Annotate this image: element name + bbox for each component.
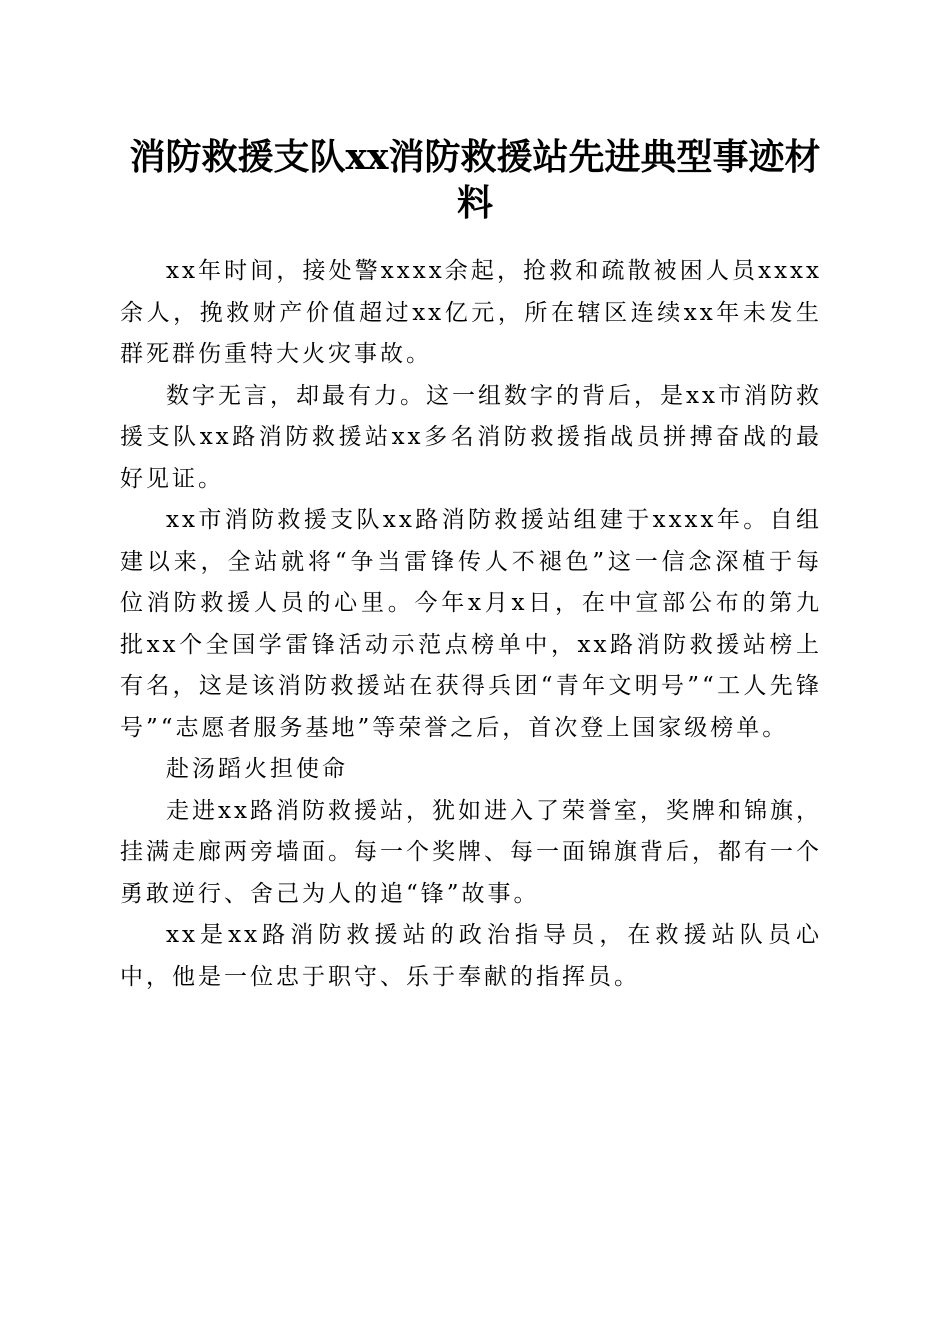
paragraph-statistics: xx年时间，接处警xxxx余起，抢救和疏散被困人员xxxx余人，挽救财产价值超过xx亿元，所在辖区连续xx年未发生群死群伤重特大火灾事故。: [120, 258, 822, 367]
section-subheading: 赴汤蹈火担使命: [166, 756, 348, 782]
paragraph-honor-room: 走进xx路消防救援站，犹如进入了荣誉室，奖牌和锦旗，挂满走廊两旁墙面。每一个奖牌、每一面锦旗背后，都有一个勇敢逆行、舍己为人的追“锋”故事。: [120, 797, 822, 907]
paragraph-political-instructor: xx是xx路消防救援站的政治指导员，在救援站队员心中，他是一位忠于职守、乐于奉献的指挥员。: [120, 922, 822, 990]
paragraph-station-history: xx市消防救援支队xx路消防救援站组建于xxxx年。自组建以来，全站就将“争当雷锋传人不褪色”这一信念深植于每位消防救援人员的心里。今年x月x日，在中宣部公布的第九批xx个全国学雷锋活动示范点榜单中，xx路消防救援站榜上有名，这是该消防救援站在获得兵团“青年文明号”“工人先锋号”“志愿者服务基地”等荣誉之后，首次登上国家级榜单。: [120, 507, 822, 741]
document-title: 消防救援支队xx消防救援站先进典型事迹材料: [129, 136, 821, 224]
paragraph-numbers-witness: 数字无言，却最有力。这一组数字的背后，是xx市消防救援支队xx路消防救援站xx多名消防救援指战员拼搏奋战的最好见证。: [120, 382, 822, 492]
document-body: [120, 251, 822, 998]
